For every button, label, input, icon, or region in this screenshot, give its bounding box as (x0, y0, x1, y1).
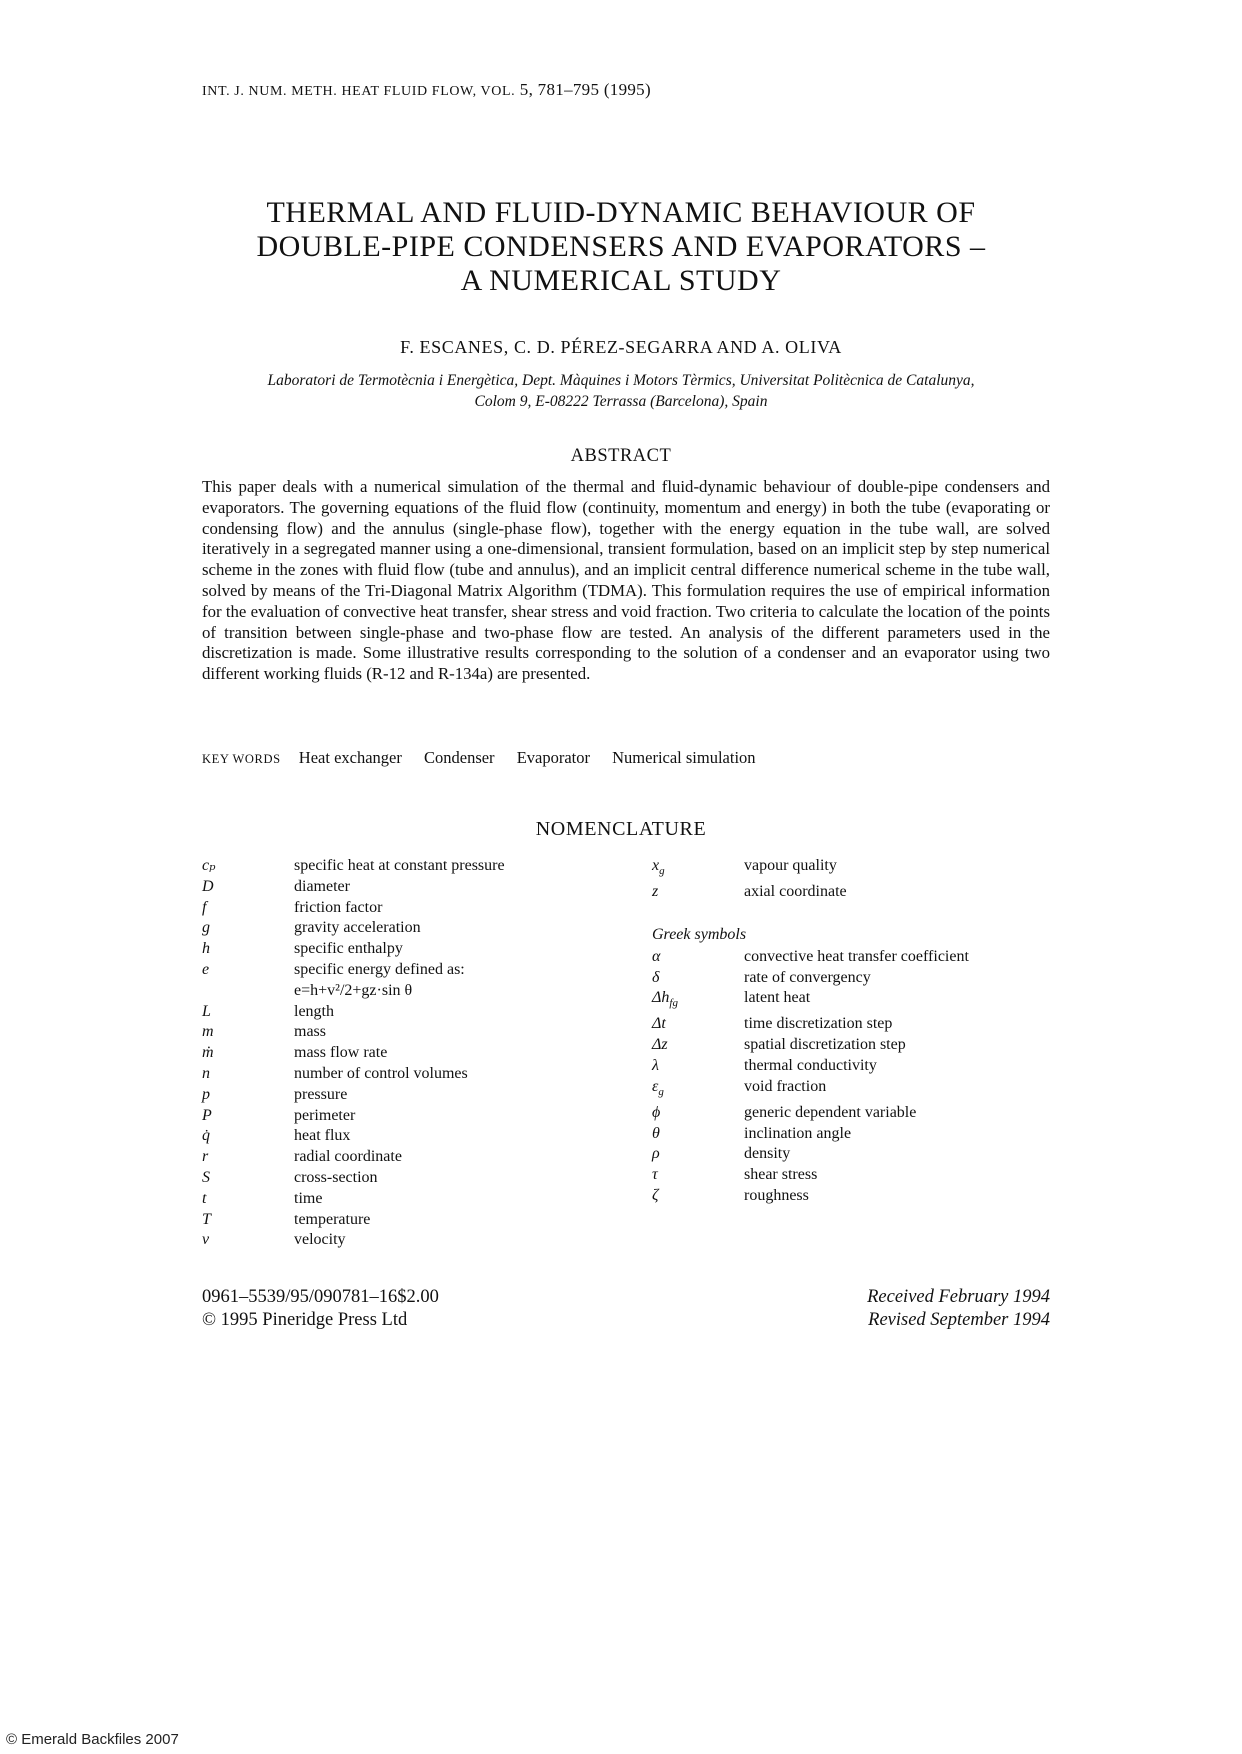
issn-line: 0961–5539/95/090781–16$2.00 (202, 1287, 439, 1307)
nomenclature-definition: time (294, 1189, 323, 1207)
abstract-heading: ABSTRACT (570, 446, 672, 466)
nomenclature-definition: inclination angle (744, 1124, 852, 1142)
nomenclature-symbol: q̇ (202, 1127, 210, 1145)
nomenclature-entry (202, 898, 622, 919)
nomenclature-entry (202, 877, 622, 898)
nomenclature-entry (202, 1022, 622, 1043)
nomenclature-symbol: h (202, 940, 210, 958)
nomenclature-definition: specific heat at constant pressure (294, 857, 505, 874)
nomenclature-entry (202, 1147, 622, 1168)
nomenclature-definition: rate of convergency (744, 968, 871, 986)
nomenclature-entry (202, 856, 622, 877)
keyword: Heat exchanger (298, 748, 402, 767)
keywords (202, 748, 774, 768)
nomenclature-entry (202, 1043, 622, 1064)
nomenclature-heading: NOMENCLATURE (535, 818, 707, 840)
nomenclature-entry (652, 882, 1072, 903)
nomenclature-entry (652, 856, 1072, 882)
nomenclature-entry (202, 981, 622, 1002)
keyword: Numerical simulation (612, 748, 756, 767)
nomenclature-entry (652, 1186, 1072, 1207)
nomenclature-symbol: P (202, 1106, 212, 1124)
nomenclature-definition: diameter (294, 877, 350, 895)
nomenclature-entry (202, 960, 622, 981)
nomenclature-left-column (202, 856, 622, 1251)
nomenclature-definition: e=h+v²/2+gz·sin θ (294, 981, 413, 999)
nomenclature-definition: specific energy defined as: (294, 960, 465, 978)
affiliation (0, 370, 1242, 412)
journal-name: INT. J. NUM. METH. HEAT FLUID FLOW, VOL. (202, 84, 516, 99)
nomenclature-definition: density (744, 1145, 791, 1163)
nomenclature-definition: void fraction (744, 1077, 827, 1095)
press-line: © 1995 Pineridge Press Ltd (202, 1310, 408, 1330)
nomenclature-definition: latent heat (744, 989, 811, 1007)
nomenclature-entry (652, 947, 1072, 968)
nomenclature-entry (202, 1168, 622, 1189)
nomenclature-definition: gravity acceleration (294, 919, 421, 937)
nomenclature-definition: radial coordinate (294, 1148, 402, 1166)
nomenclature-entry (202, 1126, 622, 1147)
nomenclature-definition: perimeter (294, 1106, 356, 1124)
authors: F. ESCANES, C. D. PÉREZ-SEGARRA AND A. OLIVA (400, 337, 842, 357)
nomenclature-definition: temperature (294, 1210, 371, 1228)
nomenclature-definition: shear stress (744, 1166, 818, 1184)
nomenclature-symbol: T (202, 1210, 211, 1228)
nomenclature-symbol: f (202, 898, 207, 916)
footer-right (867, 1286, 1050, 1332)
nomenclature-symbol: m (202, 1023, 214, 1041)
nomenclature-entry (652, 1077, 1072, 1103)
nomenclature-entry (652, 1056, 1072, 1077)
greek-symbols-label: Greek symbols (652, 925, 747, 943)
nomenclature-symbol: z (652, 882, 659, 900)
nomenclature-definition: convective heat transfer coefficient (744, 947, 969, 965)
nomenclature-definition: friction factor (294, 898, 383, 916)
journal-volume-pages: 5, 781–795 (1995) (519, 80, 651, 99)
nomenclature-definition: specific enthalpy (294, 940, 403, 958)
nomenclature-entry (202, 1064, 622, 1085)
nomenclature-definition: length (294, 1002, 334, 1020)
nomenclature-symbol: g (202, 919, 210, 937)
nomenclature-symbol: r (202, 1148, 209, 1166)
nomenclature-symbol: τ (652, 1166, 658, 1184)
nomenclature-symbol: ṁ (202, 1044, 214, 1062)
nomenclature-entry (652, 968, 1072, 989)
nomenclature-right-column (652, 856, 1072, 1207)
nomenclature-entry (652, 988, 1072, 1014)
footer-left (202, 1286, 439, 1332)
nomenclature-symbol: p (202, 1085, 210, 1103)
title-line: THERMAL AND FLUID-DYNAMIC BEHAVIOUR OF (266, 196, 976, 229)
nomenclature-definition: heat flux (294, 1127, 351, 1145)
nomenclature-symbol: $\varepsilon_g$ (652, 1077, 664, 1098)
nomenclature-definition: vapour quality (744, 857, 837, 874)
revised-date: Revised September 1994 (868, 1310, 1050, 1330)
nomenclature-symbol: D (202, 877, 214, 895)
nomenclature-symbol: t (202, 1189, 207, 1207)
keyword: Evaporator (516, 748, 590, 767)
nomenclature-entry (202, 1106, 622, 1127)
nomenclature-entry (202, 1085, 622, 1106)
nomenclature-definition: mass (294, 1023, 326, 1041)
nomenclature-definition: thermal conductivity (744, 1056, 877, 1074)
affiliation-line: Laboratori de Termotècnia i Energètica, Dept. Màquines i Motors Tèrmics, Universitat Politècnica de Catalunya, (267, 372, 975, 389)
nomenclature-definition: axial coordinate (744, 882, 847, 900)
greek-heading-row (652, 903, 1072, 947)
nomenclature-entry (202, 1210, 622, 1231)
keywords-label: KEY WORDS (202, 752, 281, 766)
title-line: A NUMERICAL STUDY (460, 264, 782, 297)
nomenclature-symbol: S (202, 1168, 210, 1186)
title-line: DOUBLE-PIPE CONDENSERS AND EVAPORATORS – (256, 230, 986, 263)
nomenclature-entry (202, 918, 622, 939)
nomenclature-greek (652, 947, 1072, 1207)
nomenclature-symbol: n (202, 1064, 210, 1082)
nomenclature-entry (652, 1103, 1072, 1124)
nomenclature-entry (202, 939, 622, 960)
nomenclature-symbol: δ (652, 968, 660, 986)
nomenclature-entry (652, 1144, 1072, 1165)
nomenclature-right-top (652, 856, 1072, 903)
nomenclature-entry (652, 1014, 1072, 1035)
affiliation-line: Colom 9, E-08222 Terrassa (Barcelona), Spain (474, 393, 768, 410)
nomenclature-symbol: λ (652, 1056, 659, 1074)
nomenclature-symbol: cₚ (202, 857, 216, 874)
watermark-copyright: © Emerald Backfiles 2007 (6, 1731, 179, 1748)
nomenclature-symbol: Δt (652, 1015, 666, 1033)
nomenclature-definition: spatial discretization step (744, 1036, 906, 1054)
nomenclature-symbol: θ (652, 1124, 660, 1142)
nomenclature-symbol: ζ (652, 1186, 659, 1204)
nomenclature-symbol: v (202, 1231, 210, 1249)
nomenclature-symbol: ϕ (652, 1103, 661, 1121)
nomenclature-entry (652, 1124, 1072, 1145)
keyword: Condenser (423, 748, 495, 767)
nomenclature-definition: pressure (294, 1085, 348, 1103)
received-date: Received February 1994 (867, 1287, 1050, 1307)
nomenclature-definition: mass flow rate (294, 1044, 388, 1062)
nomenclature-symbol (202, 981, 294, 1002)
nomenclature-entry (202, 1189, 622, 1210)
nomenclature-symbol: L (202, 1002, 211, 1020)
nomenclature-symbol: $\Delta h_{fg}$ (652, 989, 678, 1010)
nomenclature-entry (202, 1002, 622, 1023)
nomenclature-definition: generic dependent variable (744, 1103, 917, 1121)
nomenclature-definition: cross-section (294, 1168, 378, 1186)
paper-title (0, 196, 1242, 298)
nomenclature-entry (652, 1035, 1072, 1056)
nomenclature-entry (652, 1165, 1072, 1186)
journal-header (202, 80, 651, 100)
nomenclature-definition: number of control volumes (294, 1064, 468, 1082)
nomenclature-symbol: α (652, 947, 661, 965)
nomenclature-symbol: e (202, 960, 210, 978)
nomenclature-definition: velocity (294, 1231, 346, 1249)
nomenclature-symbol: $x_g$ (652, 857, 665, 878)
nomenclature-entry (202, 1230, 622, 1251)
abstract-text: This paper deals with a numerical simulation of the thermal and fluid-dynamic behaviour of double-pipe condensers and evaporators. The governing equations of the fluid flow (continuity, momentum and energy) in both the tube (evaporating or condensing flow) and the annulus (single-phase flow), together with the energy equation in the tube wall, are solved iteratively in a segregated manner using a one-dimensional, transient formulation, based on an implicit step by step numerical scheme in the zones with fluid flow (tube and annulus), and an implicit central difference numerical scheme in the tube wall, solved by means of the Tri-Diagonal Matrix Algorithm (TDMA). This formulation requires the use of empirical information for the evaluation of convective heat transfer, shear stress and void fraction. Two criteria to calculate the location of the points of transition between single-phase and two-phase flow are tested. An analysis of the different parameters used in the discretization is made. Some illustrative results corresponding to the solution of a condenser and an evaporator using two different working fluids (R-12 and R-134a) are presented. (202, 477, 1050, 684)
nomenclature-definition: time discretization step (744, 1015, 893, 1033)
nomenclature-definition: roughness (744, 1186, 809, 1204)
nomenclature-symbol: Δz (652, 1036, 668, 1054)
nomenclature-symbol: ρ (652, 1145, 660, 1163)
